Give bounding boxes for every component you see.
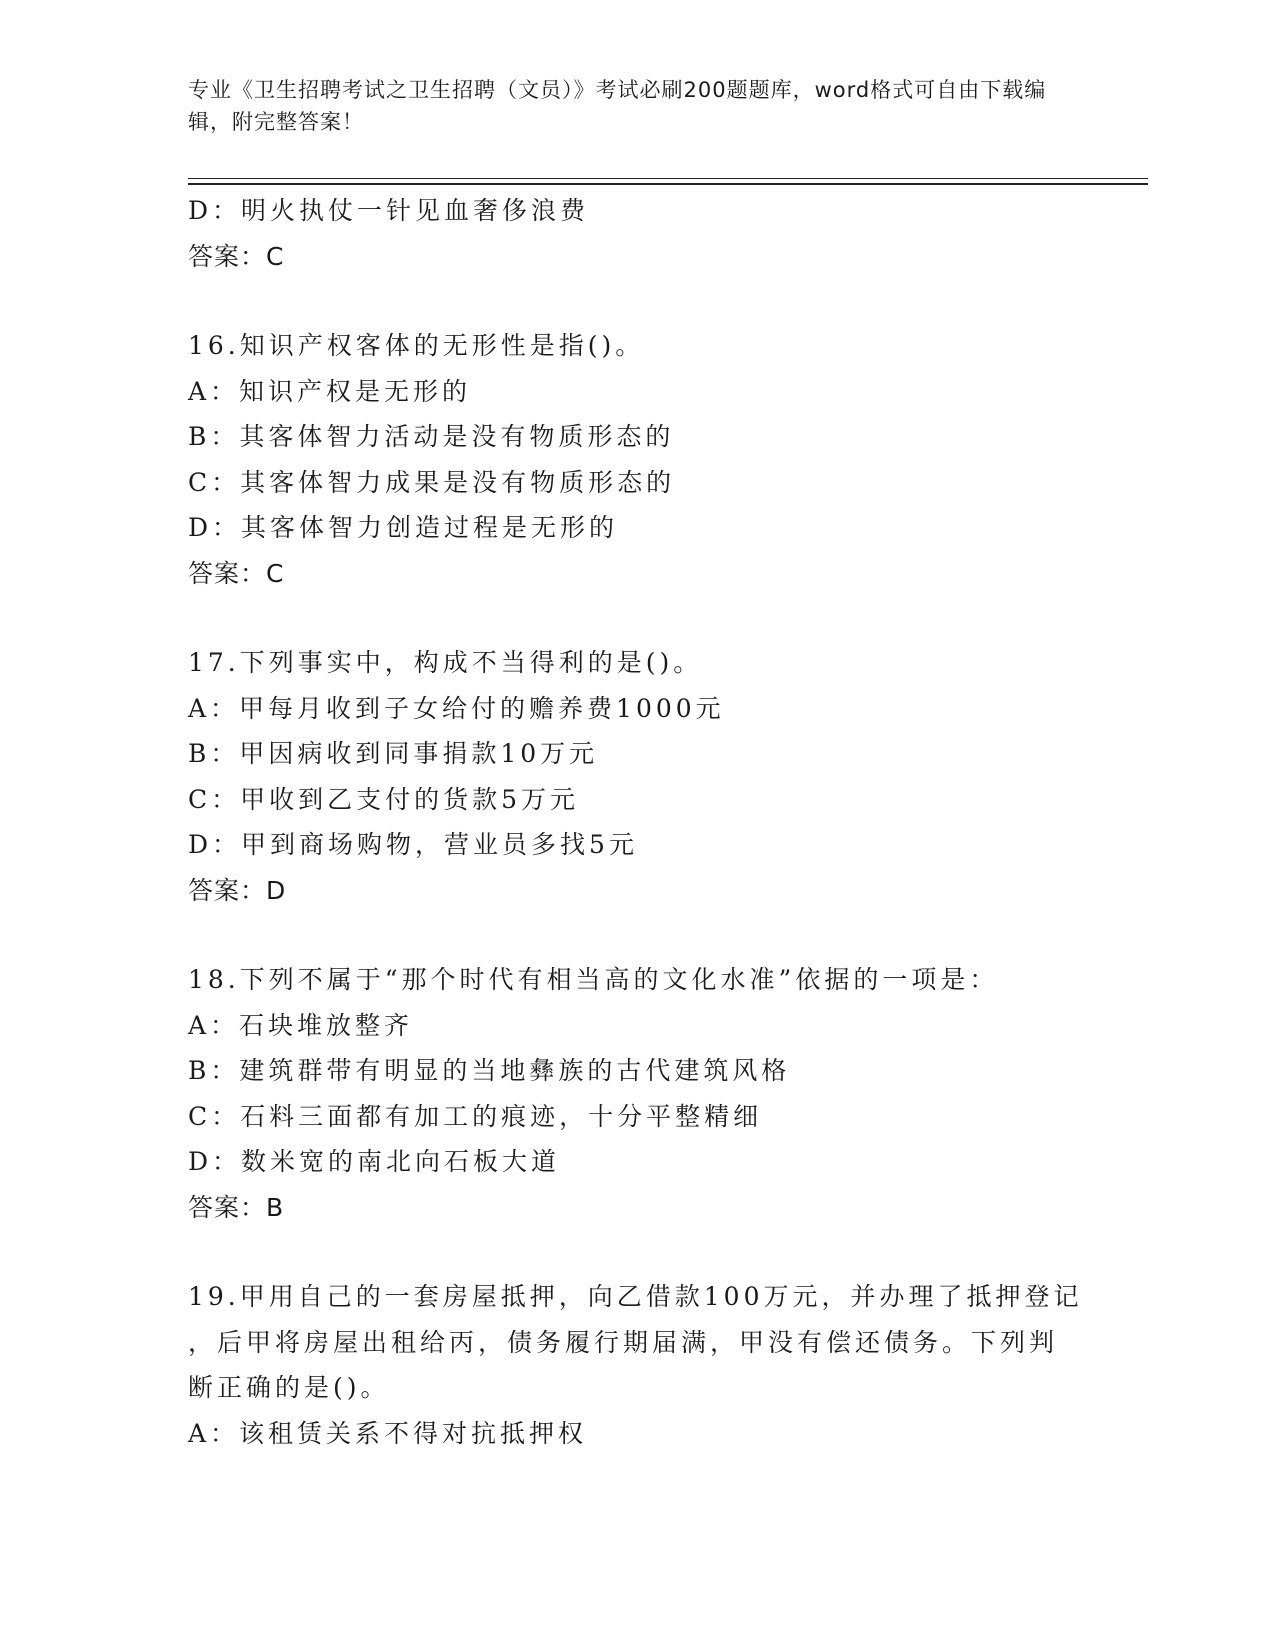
question-stem: 18.下列不属于“那个时代有相当高的文化水准”依据的一项是： [188,965,999,994]
spacer [188,1230,1088,1274]
question-stem-line: 断正确的是()。 [188,1373,390,1402]
option-b: B：建筑群带有明显的当地彝族的古代建筑风格 [188,1056,791,1085]
option-a: A：石块堆放整齐 [188,1010,414,1040]
option-a: A：甲每月收到子女给付的赡养费1000元 [188,693,725,723]
option-c: C：石料三面都有加工的痕迹，十分平整精细 [188,1101,763,1131]
question-19 [188,1274,1088,1456]
header-rule-thin [188,178,1148,179]
option-d: D：其客体智力创造过程是无形的 [188,513,619,542]
option-d: D：甲到商场购物，营业员多找5元 [188,830,638,859]
question-16 [188,323,1088,596]
document-header: 专业《卫生招聘考试之卫生招聘（文员）》考试必刷200题题库，word格式可自由下载编辑，附完整答案！ [188,78,1047,134]
option-a: A：该租赁关系不得对抗抵押权 [188,1418,588,1448]
option-c: C：其客体智力成果是没有物质形态的 [188,467,676,497]
spacer [188,279,1088,323]
question-stem-line: ，后甲将房屋出租给丙，债务履行期届满，甲没有偿还债务。下列判 [188,1327,1059,1357]
spacer [188,596,1088,640]
answer-line: 答案：C [188,241,285,271]
header-rule-thick [188,183,1148,185]
question-list [188,188,1088,1456]
question-stem: 16.知识产权客体的无形性是指()。 [188,331,645,360]
option-b: B：甲因病收到同事捐款10万元 [188,739,599,768]
question-stem: 17.下列事实中，构成不当得利的是()。 [188,648,703,677]
answer-line: 答案：B [188,1192,285,1222]
answer-line: 答案：D [188,875,287,905]
question-18 [188,957,1088,1230]
option-a: A：知识产权是无形的 [188,376,472,406]
option-d: D：数米宽的南北向石板大道 [188,1147,561,1176]
question-17 [188,640,1088,913]
question-stem-line: 19.甲用自己的一套房屋抵押，向乙借款100万元，并办理了抵押登记 [188,1282,1083,1311]
option-d: D：明火执仗一针见血奢侈浪费 [188,196,590,225]
option-b: B：其客体智力活动是没有物质形态的 [188,422,675,451]
answer-line: 答案：C [188,558,285,588]
option-c: C：甲收到乙支付的货款5万元 [188,784,580,814]
spacer [188,913,1088,957]
